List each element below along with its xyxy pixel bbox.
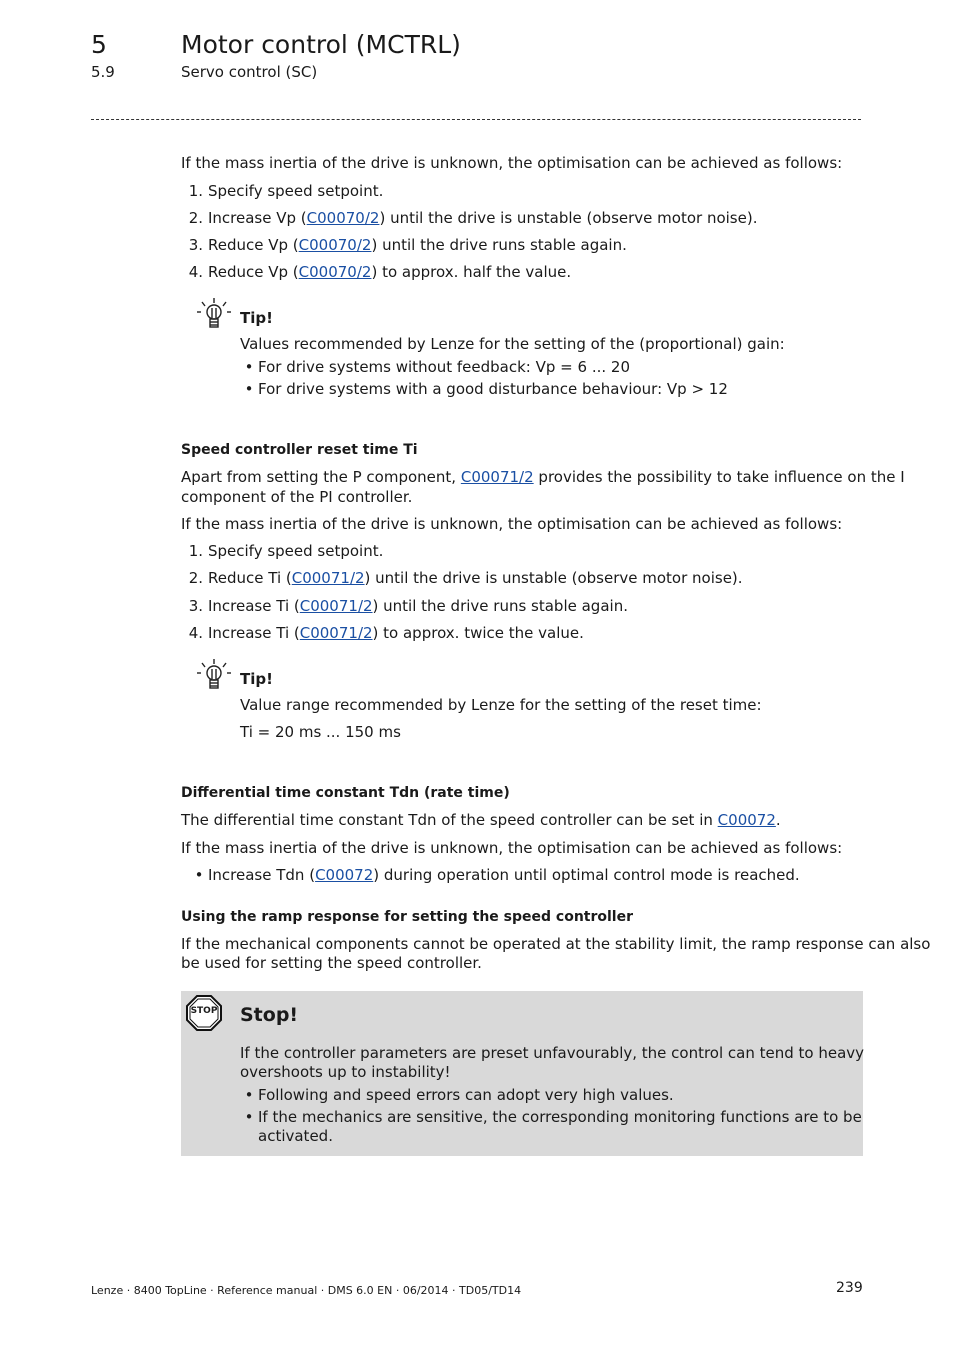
stop-bullet-text: Following and speed errors can adopt very high values. — [258, 1086, 674, 1104]
paragraph-text: The differential time constant Tdn of the speed controller can be set in — [181, 811, 713, 829]
ti-paragraph-line2: component of the PI controller. — [181, 488, 413, 506]
ramp-line-1: If the mechanical components cannot be operated at the stability limit, the ramp response can also — [181, 935, 931, 953]
tip-value: Ti = 20 ms ... 150 ms — [240, 723, 401, 741]
step-number: 1. — [188, 182, 203, 200]
tip-bullet-text: For drive systems without feedback: Vp = 6 ... 20 — [258, 358, 630, 376]
tip-text: Value range recommended by Lenze for the setting of the reset time: — [240, 696, 762, 714]
tip-bullet: • For drive systems with a good disturbance behaviour: Vp > 12 — [244, 380, 728, 398]
tip-bullet-text: For drive systems with a good disturbance behaviour: Vp > 12 — [258, 380, 728, 398]
parameter-link[interactable]: C00070/2 — [306, 209, 380, 227]
stop-line-1: If the controller parameters are preset unfavourably, the control can tend to heavy — [240, 1044, 865, 1062]
stop-icon-text: STOP — [190, 1006, 218, 1016]
paragraph-text: . — [775, 811, 781, 829]
parameter-link[interactable]: C00072 — [717, 811, 776, 829]
step-text: Reduce Vp ( — [208, 236, 299, 254]
step-text: Increase Vp ( — [208, 209, 307, 227]
stop-bullet: • Following and speed errors can adopt very high values. — [244, 1086, 674, 1104]
tip-label: Tip! — [240, 309, 273, 327]
stop-label: Stop! — [240, 1004, 299, 1026]
step-text: ) until the drive is unstable (observe motor noise). — [379, 209, 758, 227]
parameter-link[interactable]: C00071/2 — [460, 468, 534, 486]
ti-heading: Speed controller reset time Ti — [181, 442, 418, 458]
step-text: ) to approx. twice the value. — [372, 624, 584, 642]
tip-label: Tip! — [240, 670, 273, 688]
step-text: Specify speed setpoint. — [208, 542, 384, 560]
step-number: 4. — [188, 263, 203, 281]
tip-bullet: • For drive systems without feedback: Vp = 6 ... 20 — [244, 358, 630, 376]
ti-paragraph — [181, 468, 905, 487]
tip-text: Values recommended by Lenze for the setting of the (proportional) gain: — [240, 335, 785, 353]
paragraph-text: provides the possibility to take influence on the I — [538, 468, 905, 486]
stop-icon — [185, 994, 223, 1032]
parameter-link[interactable]: C00070/2 — [298, 263, 372, 281]
section-title: Servo control (SC) — [181, 63, 318, 81]
chapter-title: Motor control (MCTRL) — [181, 30, 461, 59]
chapter-number: 5 — [91, 30, 107, 59]
ramp-line-2: be used for setting the speed controller. — [181, 954, 482, 972]
parameter-link[interactable]: C00071/2 — [299, 624, 373, 642]
step-text: Increase Ti ( — [208, 597, 300, 615]
ramp-heading: Using the ramp response for setting the speed controller — [181, 909, 633, 925]
step-number: 2. — [188, 569, 203, 587]
parameter-link[interactable]: C00071/2 — [291, 569, 365, 587]
stop-bullet-text: If the mechanics are sensitive, the corresponding monitoring functions are to be — [258, 1108, 862, 1126]
vp-intro: If the mass inertia of the drive is unknown, the optimisation can be achieved as follows: — [181, 154, 843, 172]
step-text: Increase Ti ( — [208, 624, 300, 642]
step-text: Reduce Vp ( — [208, 263, 299, 281]
bullet-text: ) during operation until optimal control mode is reached. — [373, 866, 800, 884]
footer-document-info: Lenze · 8400 TopLine · Reference manual · DMS 6.0 EN · 06/2014 · TD05/TD14 — [91, 1284, 522, 1297]
step-text: ) until the drive is unstable (observe motor noise). — [364, 569, 743, 587]
step-text: Reduce Ti ( — [208, 569, 292, 587]
parameter-link[interactable]: C00071/2 — [299, 597, 373, 615]
step-number: 3. — [188, 597, 203, 615]
paragraph-text: Apart from setting the P component, — [181, 468, 457, 486]
step-text: ) until the drive runs stable again. — [372, 597, 628, 615]
step-number: 1. — [188, 542, 203, 560]
header-divider — [91, 119, 861, 120]
section-number: 5.9 — [91, 63, 115, 81]
step-text: ) until the drive runs stable again. — [371, 236, 627, 254]
lightbulb-icon — [196, 658, 232, 694]
parameter-link[interactable]: C00070/2 — [298, 236, 372, 254]
step-text: Specify speed setpoint. — [208, 182, 384, 200]
stop-bullet-continued: activated. — [258, 1127, 333, 1145]
stop-line-2: overshoots up to instability! — [240, 1063, 451, 1081]
tdn-bullet: • Increase Tdn (C00072) during operation until optimal control mode is reached. — [194, 866, 800, 884]
step-number: 3. — [188, 236, 203, 254]
tdn-heading: Differential time constant Tdn (rate time) — [181, 785, 510, 801]
stop-bullet: • If the mechanics are sensitive, the corresponding monitoring functions are to be — [244, 1108, 862, 1126]
tdn-paragraph — [181, 811, 863, 830]
step-text: ) to approx. half the value. — [371, 263, 572, 281]
page-number: 239 — [836, 1280, 863, 1296]
tdn-intro: If the mass inertia of the drive is unknown, the optimisation can be achieved as follows: — [181, 839, 843, 857]
step-number: 4. — [188, 624, 203, 642]
ti-intro: If the mass inertia of the drive is unknown, the optimisation can be achieved as follows: — [181, 515, 843, 533]
lightbulb-icon — [196, 297, 232, 333]
bullet-text: Increase Tdn ( — [208, 866, 316, 884]
parameter-link[interactable]: C00072 — [315, 866, 374, 884]
step-number: 2. — [188, 209, 203, 227]
